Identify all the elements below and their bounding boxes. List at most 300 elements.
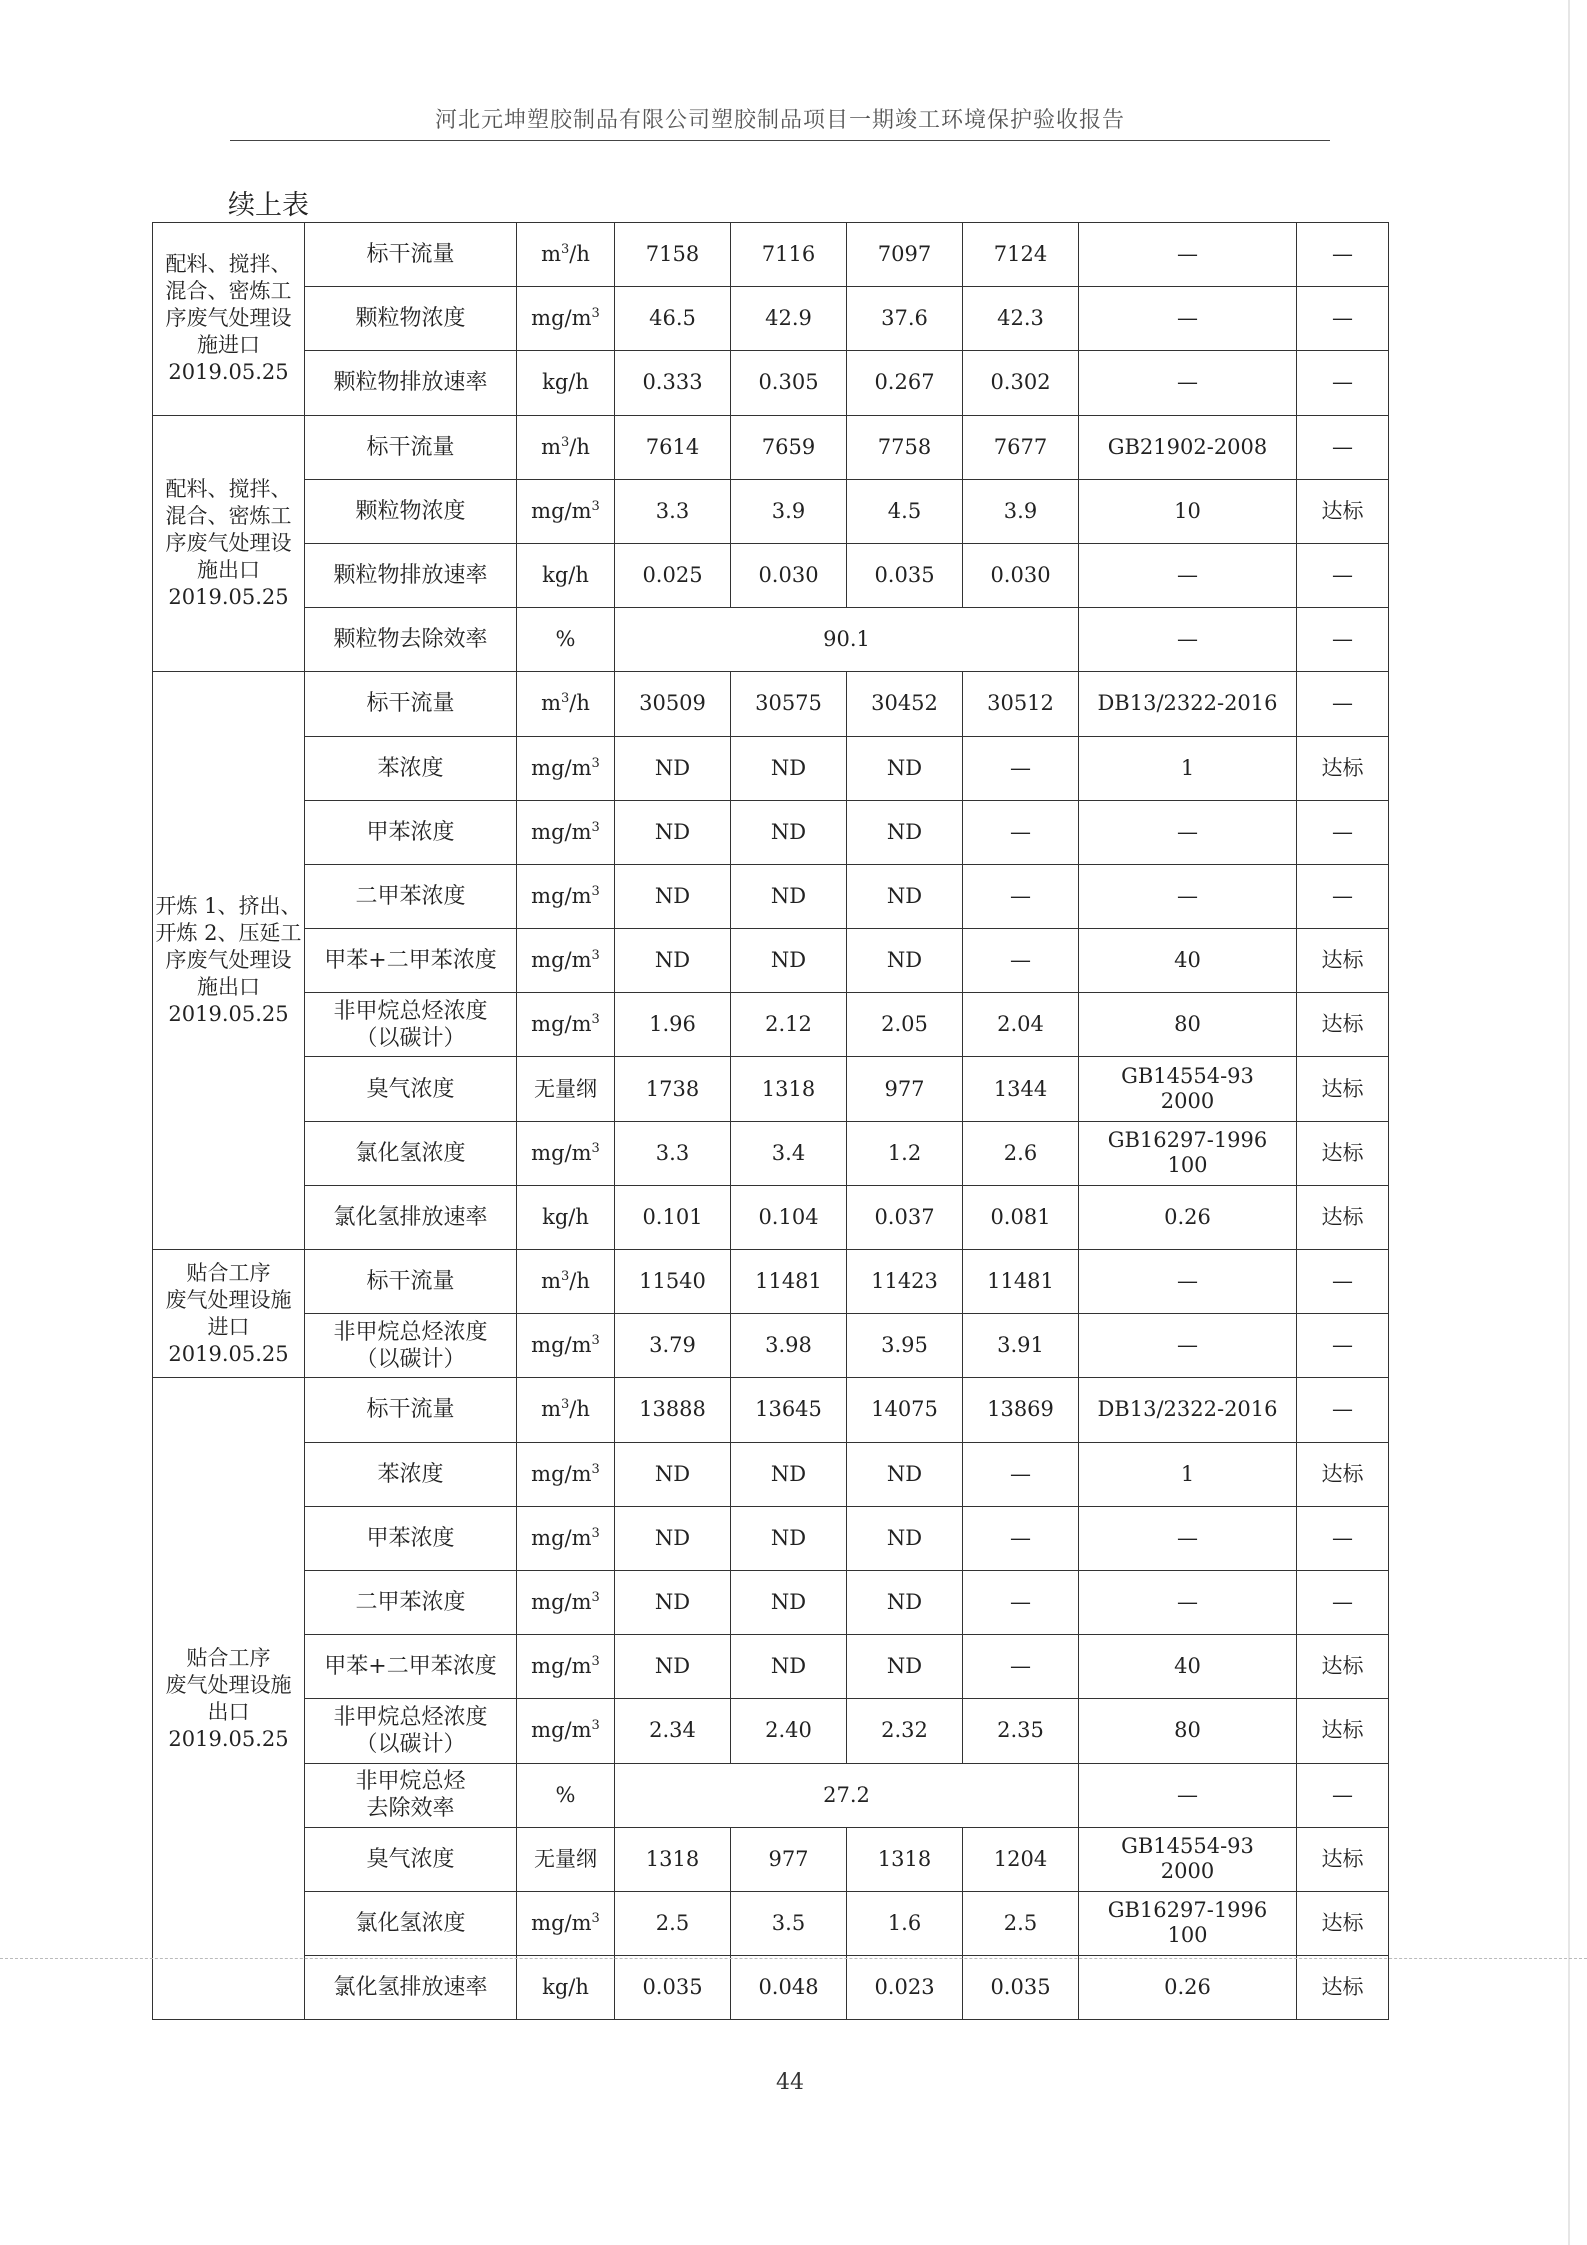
unit-superscript: 3 [591,1525,600,1541]
value-cell: 3.9 [963,479,1079,543]
unit-cell [517,1763,615,1827]
table-row [153,800,1389,864]
value-cell: ND [847,736,963,800]
value-cell: 3.3 [615,1121,731,1185]
item-label: 氯化氢浓度 [355,1140,466,1166]
unit-cell [517,543,615,607]
value-cell: 42.9 [731,287,847,351]
result-cell: — [1297,864,1389,928]
standard-cell: 80 [1079,1699,1297,1763]
standard-cell: 40 [1079,929,1297,993]
unit-superscript: 3 [591,1461,600,1477]
unit-cell [517,1635,615,1699]
unit-cell [517,223,615,287]
standard-cell: 1 [1079,736,1297,800]
value-cell: 11540 [615,1250,731,1314]
item-label: 氯化氢排放速率 [333,1975,488,2001]
item-cell [305,1378,517,1442]
unit-superscript: 3 [591,819,600,835]
page-number: 44 [776,2070,804,2095]
unit-cell [517,1956,615,2020]
unit-cell [517,1506,615,1570]
group-label-line: 序废气处理设 [165,530,292,555]
unit-superscript: 3 [591,1910,600,1926]
value-cell: 2.04 [963,993,1079,1057]
item-label: 标干流量 [366,434,455,460]
unit-cell [517,415,615,479]
item-label: 苯浓度 [377,755,444,781]
standard-cell: — [1079,1506,1297,1570]
group-label-cell [153,672,305,1250]
group-label-line: 出口 [207,1699,250,1724]
unit-text: 无量纲 [534,1076,597,1101]
result-cell: 达标 [1297,1185,1389,1249]
standard-cell: — [1079,543,1297,607]
value-cell: 1204 [963,1827,1079,1891]
unit-cell [517,736,615,800]
standard-cell: — [1079,287,1297,351]
item-cell [305,1827,517,1891]
value-cell: 0.302 [963,351,1079,415]
value-cell: 0.081 [963,1185,1079,1249]
group-label-cell [153,1378,305,2020]
value-cell: 1318 [731,1057,847,1121]
item-cell [305,864,517,928]
value-cell: 1318 [615,1827,731,1891]
result-cell: — [1297,1570,1389,1634]
merged-value-cell: 27.2 [615,1763,1079,1827]
value-cell: ND [847,864,963,928]
item-cell [305,1057,517,1121]
standard-cell: — [1079,1250,1297,1314]
unit-cell [517,800,615,864]
item-label: 甲苯+二甲苯浓度 [324,1654,497,1680]
item-label: 颗粒物排放速率 [333,563,488,589]
unit-text: mg/m [531,883,592,908]
group-label-line: 施出口 [197,557,260,582]
result-cell: 达标 [1297,993,1389,1057]
unit-text: mg/m [531,1012,592,1037]
unit-text: mg/m [531,948,592,973]
unit-cell [517,993,615,1057]
value-cell: — [963,736,1079,800]
group-label-line: 施进口 [197,333,260,358]
unit-tail: /h [569,434,590,459]
result-cell: — [1297,608,1389,672]
item-label: 非甲烷总烃浓度 [333,1319,488,1345]
unit-tail: /h [569,242,590,267]
unit-text: mg/m [531,755,592,780]
unit-superscript: 3 [591,1654,600,1670]
value-cell: ND [731,929,847,993]
value-cell: 0.267 [847,351,963,415]
table-caption: 续上表 [228,190,309,221]
unit-superscript: 3 [591,1333,600,1349]
value-cell: 2.5 [963,1891,1079,1955]
value-cell: 11481 [731,1250,847,1314]
standard-code: GB16297-1996 [1107,1128,1268,1153]
result-cell: 达标 [1297,1442,1389,1506]
item-cell [305,1763,517,1827]
value-cell: ND [615,736,731,800]
value-cell: ND [731,736,847,800]
table-row [153,1635,1389,1699]
value-cell: 1.2 [847,1121,963,1185]
group-label-line: 2019.05.25 [168,360,289,385]
unit-cell [517,1570,615,1634]
result-cell: 达标 [1297,479,1389,543]
standard-cell: — [1079,864,1297,928]
value-cell: 37.6 [847,287,963,351]
group-label-line: 配料、搅拌、 [165,476,292,501]
group-label-line: 贴合工序 [186,1260,271,1285]
group-label-line: 序废气处理设 [165,306,292,331]
item-cell [305,1250,517,1314]
item-label: 颗粒物去除效率 [333,627,488,653]
unit-superscript: 3 [561,1269,570,1285]
value-cell: ND [731,1506,847,1570]
item-label-line2: （以碳计） [355,1346,466,1372]
unit-superscript: 3 [561,242,570,258]
table-row [153,351,1389,415]
item-label-line2: 去除效率 [366,1796,455,1822]
unit-text: mg/m [531,1718,592,1743]
value-cell: ND [847,1570,963,1634]
unit-text: kg/h [542,1975,589,2000]
table-row [153,1570,1389,1634]
value-cell: 0.035 [963,1956,1079,2020]
unit-text: kg/h [542,1204,589,1229]
result-cell: — [1297,543,1389,607]
standard-cell: — [1079,1763,1297,1827]
table-row [153,1057,1389,1121]
table-row [153,479,1389,543]
standard-code: GB16297-1996 [1107,1898,1268,1923]
unit-superscript: 3 [561,434,570,450]
value-cell: ND [615,864,731,928]
item-label-line2: （以碳计） [355,1731,466,1757]
value-cell: 0.030 [963,543,1079,607]
value-cell: 30575 [731,672,847,736]
item-label: 颗粒物浓度 [355,498,466,524]
result-cell: — [1297,1250,1389,1314]
value-cell: 1738 [615,1057,731,1121]
unit-text: m [541,691,562,716]
unit-text: % [555,1782,576,1807]
unit-text: mg/m [531,498,592,523]
value-cell: ND [615,1635,731,1699]
value-cell: ND [847,1442,963,1506]
unit-cell [517,1057,615,1121]
result-cell: — [1297,1506,1389,1570]
value-cell: 3.95 [847,1314,963,1378]
unit-superscript: 3 [591,498,600,514]
standard-cell [1079,1121,1297,1185]
group-label-cell [153,1250,305,1378]
value-cell: — [963,929,1079,993]
group-label-line: 序废气处理设 [165,948,292,973]
unit-cell [517,1314,615,1378]
value-cell: 2.32 [847,1699,963,1763]
unit-cell [517,1699,615,1763]
unit-tail: /h [569,691,590,716]
standard-cell [1079,1827,1297,1891]
table-row [153,1121,1389,1185]
item-cell [305,415,517,479]
unit-cell [517,1442,615,1506]
result-cell: 达标 [1297,1827,1389,1891]
standard-limit: 100 [1167,1923,1208,1948]
value-cell: ND [847,1635,963,1699]
unit-superscript: 3 [591,948,600,964]
item-cell [305,1891,517,1955]
item-label: 标干流量 [366,1397,455,1423]
header-rule [230,140,1330,141]
value-cell: 0.305 [731,351,847,415]
value-cell: 0.030 [731,543,847,607]
table-row [153,672,1389,736]
item-cell [305,1442,517,1506]
value-cell: 42.3 [963,287,1079,351]
item-label-line2: （以碳计） [355,1025,466,1051]
value-cell: 0.025 [615,543,731,607]
standard-limit: 2000 [1160,1859,1215,1884]
result-cell: 达标 [1297,1956,1389,2020]
value-cell: 14075 [847,1378,963,1442]
unit-superscript: 3 [561,691,570,707]
unit-tail: /h [569,1269,590,1294]
table-row [153,1442,1389,1506]
unit-text: mg/m [531,306,592,331]
table-row [153,736,1389,800]
standard-cell: — [1079,223,1297,287]
standard-limit: 100 [1167,1153,1208,1178]
group-label-line: 2019.05.25 [168,584,289,609]
item-label: 标干流量 [366,1269,455,1295]
result-cell: 达标 [1297,929,1389,993]
value-cell: 2.6 [963,1121,1079,1185]
value-cell: ND [615,800,731,864]
item-cell [305,479,517,543]
group-label-line: 2019.05.25 [168,1002,289,1027]
unit-text: m [541,434,562,459]
unit-superscript: 3 [591,1718,600,1734]
standard-cell [1079,1891,1297,1955]
value-cell: ND [731,1442,847,1506]
group-label-line: 进口 [207,1314,250,1339]
table-row [153,1314,1389,1378]
standard-cell: 10 [1079,479,1297,543]
result-cell: 达标 [1297,1635,1389,1699]
group-label-line: 废气处理设施 [165,1672,292,1697]
group-label-line: 贴合工序 [186,1645,271,1670]
value-cell: 0.035 [615,1956,731,2020]
unit-cell [517,1378,615,1442]
table-row [153,929,1389,993]
unit-cell [517,672,615,736]
unit-text: mg/m [531,819,592,844]
value-cell: 46.5 [615,287,731,351]
item-cell [305,351,517,415]
standard-cell: — [1079,1570,1297,1634]
standard-limit: 2000 [1160,1089,1215,1114]
value-cell: — [963,800,1079,864]
item-label: 颗粒物排放速率 [333,370,488,396]
table-row [153,864,1389,928]
standard-code: GB14554-93 [1121,1064,1254,1089]
unit-superscript: 3 [591,1590,600,1606]
item-label: 甲苯+二甲苯浓度 [324,948,497,974]
value-cell: 1.96 [615,993,731,1057]
result-cell: — [1297,287,1389,351]
result-cell: 达标 [1297,1057,1389,1121]
group-label-cell [153,415,305,672]
item-label: 标干流量 [366,242,455,268]
unit-text: mg/m [531,1525,592,1550]
unit-superscript: 3 [591,1140,600,1156]
value-cell: ND [731,864,847,928]
unit-text: mg/m [531,1461,592,1486]
result-cell: 达标 [1297,1121,1389,1185]
unit-cell [517,929,615,993]
value-cell: 11423 [847,1250,963,1314]
value-cell: 977 [731,1827,847,1891]
unit-text: mg/m [531,1910,592,1935]
table-row [153,223,1389,287]
unit-text: m [541,1269,562,1294]
unit-cell [517,1250,615,1314]
value-cell: 1344 [963,1057,1079,1121]
result-cell: — [1297,351,1389,415]
unit-text: kg/h [542,563,589,588]
value-cell: 0.035 [847,543,963,607]
page-header: 河北元坤塑胶制品有限公司塑胶制品项目一期竣工环境保护验收报告 [434,108,1125,133]
value-cell: ND [847,1506,963,1570]
value-cell: 7158 [615,223,731,287]
value-cell: 1.6 [847,1891,963,1955]
value-cell: 30512 [963,672,1079,736]
table-row [153,1891,1389,1955]
item-cell [305,1314,517,1378]
group-label-line: 开炼 1、挤出、 [155,894,302,919]
standard-cell: — [1079,1314,1297,1378]
value-cell: 0.104 [731,1185,847,1249]
monitoring-table [152,222,1389,2020]
item-cell [305,223,517,287]
unit-cell [517,864,615,928]
item-label: 二甲苯浓度 [355,1590,466,1616]
value-cell: — [963,864,1079,928]
item-label: 臭气浓度 [366,1076,455,1102]
item-label: 苯浓度 [377,1461,444,1487]
table-row [153,1699,1389,1763]
table-body [153,223,1389,2020]
unit-text: m [541,1397,562,1422]
value-cell: 7659 [731,415,847,479]
unit-cell [517,1891,615,1955]
item-label: 氯化氢排放速率 [333,1204,488,1230]
item-cell [305,1506,517,1570]
group-label-line: 配料、搅拌、 [165,252,292,277]
scan-fold-line [0,1958,1587,1959]
value-cell: 7677 [963,415,1079,479]
item-label: 非甲烷总烃浓度 [333,1704,488,1730]
unit-text: 无量纲 [534,1846,597,1871]
table-row [153,287,1389,351]
value-cell: 2.12 [731,993,847,1057]
group-label-line: 施出口 [197,975,260,1000]
group-label-line: 废气处理设施 [165,1287,292,1312]
item-cell [305,672,517,736]
value-cell: — [963,1635,1079,1699]
value-cell: 7614 [615,415,731,479]
value-cell: 0.101 [615,1185,731,1249]
group-label-line: 开炼 2、压延工 [155,921,302,946]
item-cell [305,1956,517,2020]
standard-cell: DB13/2322-2016 [1079,672,1297,736]
group-label-line: 2019.05.25 [168,1341,289,1366]
unit-superscript: 3 [591,883,600,899]
item-cell [305,1570,517,1634]
value-cell: ND [731,1635,847,1699]
value-cell: ND [615,929,731,993]
standard-cell: 0.26 [1079,1185,1297,1249]
value-cell: 3.91 [963,1314,1079,1378]
value-cell: 977 [847,1057,963,1121]
merged-value-cell: 90.1 [615,608,1079,672]
unit-cell [517,479,615,543]
item-cell [305,929,517,993]
unit-superscript: 3 [591,306,600,322]
value-cell: 3.3 [615,479,731,543]
result-cell: — [1297,1378,1389,1442]
value-cell: 7758 [847,415,963,479]
unit-text: mg/m [531,1333,592,1358]
table-row [153,1250,1389,1314]
standard-code: GB14554-93 [1121,1834,1254,1859]
result-cell: — [1297,1314,1389,1378]
value-cell: 30509 [615,672,731,736]
result-cell: 达标 [1297,736,1389,800]
value-cell: 0.037 [847,1185,963,1249]
value-cell: 7116 [731,223,847,287]
item-label: 非甲烷总烃浓度 [333,998,488,1024]
value-cell: 3.98 [731,1314,847,1378]
table-row [153,1378,1389,1442]
unit-superscript: 3 [591,755,600,771]
item-label: 颗粒物浓度 [355,306,466,332]
item-cell [305,543,517,607]
value-cell: ND [615,1442,731,1506]
item-cell [305,1185,517,1249]
standard-cell: 40 [1079,1635,1297,1699]
standard-cell: DB13/2322-2016 [1079,1378,1297,1442]
result-cell: 达标 [1297,1891,1389,1955]
group-label-line: 混合、密炼工 [165,503,292,528]
value-cell: ND [731,800,847,864]
unit-superscript: 3 [561,1397,570,1413]
value-cell: 2.05 [847,993,963,1057]
value-cell: 2.35 [963,1699,1079,1763]
table-row [153,608,1389,672]
unit-tail: /h [569,1397,590,1422]
unit-text: m [541,242,562,267]
item-cell [305,1699,517,1763]
standard-cell: — [1079,608,1297,672]
group-label-cell [153,223,305,416]
result-cell: — [1297,223,1389,287]
unit-cell [517,1827,615,1891]
